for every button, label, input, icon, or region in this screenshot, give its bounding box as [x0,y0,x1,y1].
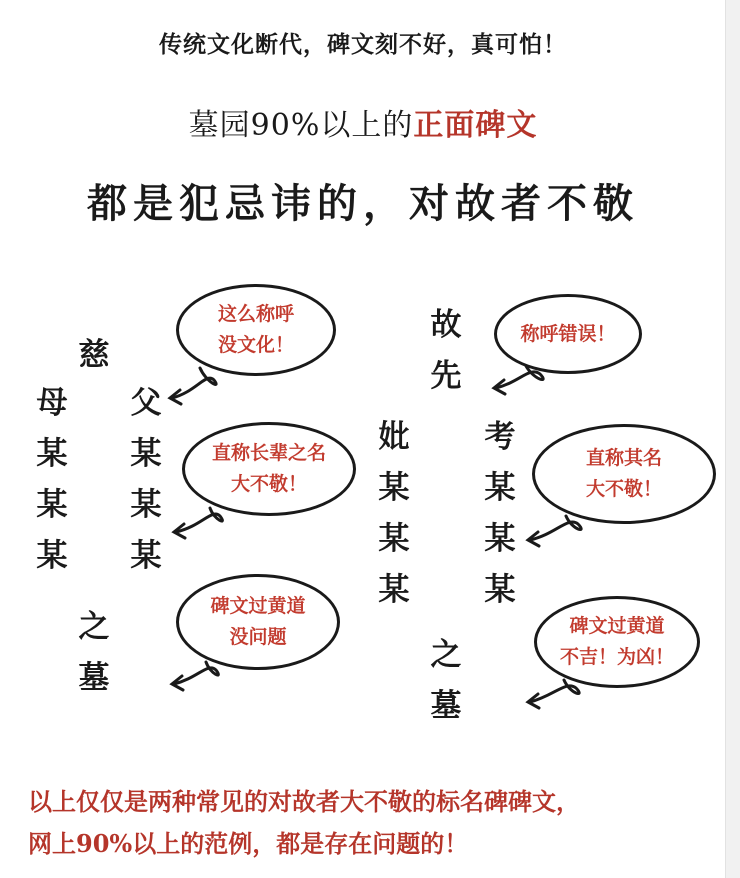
glyph: 故 [430,307,462,343]
bubble-line: 不吉！为凶！ [559,646,674,668]
bubble-line: 没文化！ [217,334,294,356]
glyph: 母 [36,385,68,421]
main-heading: 都是犯忌讳的，对故者不敬 [87,180,639,227]
curl-arrow-icon [176,508,222,532]
glyph: 某 [378,521,410,557]
glyph: 墓 [430,688,462,724]
glyph: 之 [78,609,110,645]
bubble-line: 没问题 [229,626,287,648]
bubble-line: 称呼错误！ [520,322,616,345]
glyph: 父 [130,385,162,421]
glyph: 某 [130,436,162,472]
bubble-line: 直称其名 [585,447,662,469]
curl-arrow-icon [172,368,216,398]
curl-arrow-icon [174,662,218,684]
bubble-line: 碑文过黄道 [569,615,665,637]
bubble-line: 这么称呼 [217,303,294,325]
footer-line-1: 以上仅仅是两种常见的对故者大不敬的标名碑碑文， [28,787,580,816]
glyph: 某 [484,572,516,608]
glyph: 某 [130,487,162,523]
glyph: 之 [430,637,462,673]
subtitle-prefix: 墓园90%以上的 [188,108,414,143]
glyph: 某 [484,521,516,557]
bubble-line: 直称长辈之名 [211,442,326,464]
scrollbar-track[interactable] [725,0,740,878]
glyph: 慈 [78,337,110,373]
subtitle-accent: 正面碑文 [413,108,538,143]
headline: 传统文化断代，碑文刻不好，真可怕！ [159,32,567,58]
bubble-line: 大不敬！ [585,478,662,500]
curl-arrow-icon [530,680,579,702]
glyph: 某 [36,538,68,574]
bubble-line: 大不敬！ [230,473,307,495]
glyph: 墓 [78,660,110,696]
glyph: 某 [378,572,410,608]
glyph: 某 [378,470,410,506]
footer-line-2: 网上90%以上的范例，都是存在问题的！ [28,829,469,858]
glyph: 考 [484,419,516,455]
glyph: 某 [36,487,68,523]
bubble-line: 碑文过黄道 [210,595,306,617]
curl-arrow-icon [530,516,581,540]
glyph: 妣 [378,419,410,455]
glyph: 某 [130,538,162,574]
glyph: 某 [36,436,68,472]
glyph: 先 [430,358,462,394]
glyph: 某 [484,470,516,506]
curl-arrow-icon [496,366,543,388]
